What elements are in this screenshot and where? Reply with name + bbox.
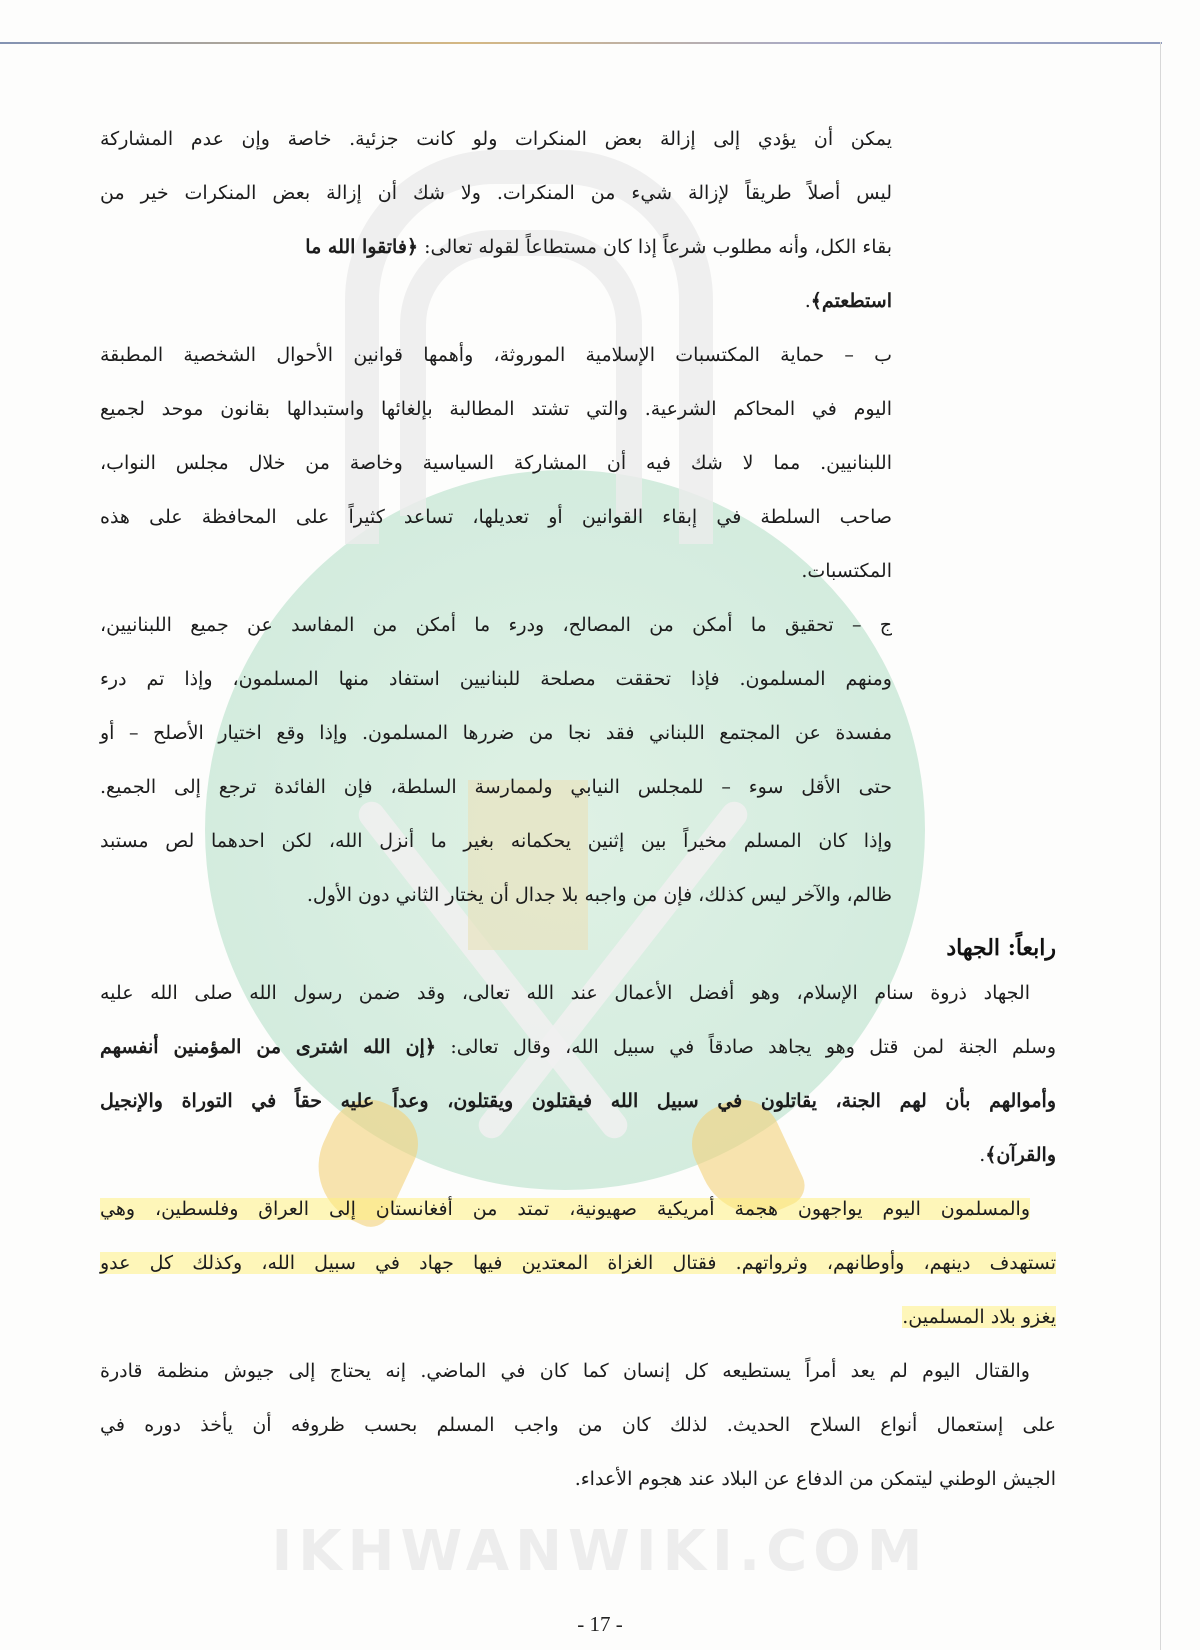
paragraph-continuation [100, 112, 1056, 328]
quran-quote-line: وأموالهم بأن لهم الجنة، يقاتلون في سبيل الله فيقتلون ويقتلون، وعداً عليه حقاً في التوراة والإنجيل [100, 1090, 1056, 1112]
text-line [100, 274, 892, 328]
watermark-site-text: IKHWANWIKI.COM [271, 1519, 929, 1584]
quran-quote: والقرآن﴾ [985, 1144, 1056, 1166]
highlight: تستهدف دينهم، وأوطانهم، وثرواتهم. فقتال الغزاة المعتدين فيها جهاد في سبيل الله، وكذلك كل عدو [100, 1252, 1056, 1274]
text-line: على إستعمال أنواع السلاح الحديث. لذلك كان من واجب المسلم بحسب ظروفه أن يأخذ دوره في [100, 1414, 1056, 1436]
highlight: والمسلمون اليوم يواجهون هجمة أمريكية صهيونية، تمتد من أفغانستان إلى العراق وفلسطين، وهي [100, 1198, 1030, 1220]
text-line: والقتال اليوم لم يعد أمراً يستطيعه كل إنسان كما كان في الماضي. إنه يحتاج إلى جيوش منظمة قادرة [100, 1360, 1030, 1382]
highlighted-line [100, 1182, 1056, 1236]
paragraph-fighting [100, 1344, 1056, 1506]
text-line [100, 220, 892, 274]
text-run: بقاء الكل، وأنه مطلوب شرعاً إذا كان مستطاعاً لقوله تعالى: [424, 236, 892, 258]
highlighted-line [100, 1290, 1056, 1344]
text-line: مفسدة عن المجتمع اللبناني فقد نجا من ضررها المسلمون. وإذا وقع اختيار الأصلح – أو [100, 722, 892, 744]
text-line: وإذا كان المسلم مخيراً بين إثنين يحكمانه بغير ما أنزل الله، لكن احدهما لص مستبد [100, 830, 892, 852]
text-line: ليس أصلاً طريقاً لإزالة شيء من المنكرات. ولا شك أن إزالة بعض المنكرات خير من [100, 182, 892, 204]
page-body [100, 112, 1056, 1506]
text-line: اللبنانيين. مما لا شك فيه أن المشاركة السياسية وخاصة من خلال مجلس النواب، [100, 452, 892, 474]
paragraph-muslims-today [100, 1182, 1056, 1344]
paragraph-point-b [100, 328, 1056, 598]
quran-quote: استطعتم﴾ [810, 290, 892, 312]
text-line: المكتسبات. [801, 560, 892, 582]
quran-quote: ﴿إن الله اشترى من المؤمنين أنفسهم [100, 1036, 436, 1058]
paragraph-point-c [100, 598, 1056, 922]
text-line: الجهاد ذروة سنام الإسلام، وهو أفضل الأعمال عند الله تعالى، وقد ضمن رسول الله صلى الله عليه [100, 982, 1030, 1004]
text-line: حتى الأقل سوء – للمجلس النيابي ولممارسة السلطة، فإن الفائدة ترجع إلى الجميع. [100, 776, 892, 798]
text-line: ظالم، والآخر ليس كذلك، فإن من واجبه بلا جدال أن يختار الثاني دون الأول. [306, 884, 892, 906]
text-line: يمكن أن يؤدي إلى إزالة بعض المنكرات ولو كانت جزئية. خاصة وإن عدم المشاركة [100, 128, 892, 150]
highlight: يغزو بلاد المسلمين. [902, 1306, 1056, 1328]
quran-quote: ﴿فاتقوا الله ما [305, 236, 419, 258]
text-line: الجيش الوطني ليتمكن من الدفاع عن البلاد عند هجوم الأعداء. [574, 1468, 1056, 1490]
text-run: وسلم الجنة لمن قتل وهو يجاهد صادقاً في سبيل الله، وقال تعالى: [450, 1036, 1056, 1058]
text-line [100, 1128, 1056, 1182]
text-line: ومنهم المسلمون. فإذا تحققت مصلحة للبنانيين استفاد منها المسلمون، وإذا تم درء [100, 668, 892, 690]
section-heading: رابعاً: الجهاد [946, 935, 1056, 961]
period: . [979, 1144, 986, 1166]
paragraph-jihad [100, 966, 1056, 1182]
page-number: - 17 - [577, 1612, 623, 1636]
highlighted-line [100, 1236, 1056, 1290]
text-line: صاحب السلطة في إبقاء القوانين أو تعديلها، تساعد كثيراً على المحافظة على هذه [100, 506, 892, 528]
text-line [100, 1020, 1056, 1074]
text-line: ج – تحقيق ما أمكن من المصالح، ودرء ما أمكن من المفاسد عن جميع اللبنانيين، [100, 614, 892, 636]
text-line: اليوم في المحاكم الشرعية. والتي تشتد المطالبة بإلغائها واستبدالها بقانون موحد لجميع [100, 398, 892, 420]
period: . [804, 290, 811, 312]
text-line: ب – حماية المكتسبات الإسلامية الموروثة، وأهمها قوانين الأحوال الشخصية المطبقة [100, 344, 892, 366]
